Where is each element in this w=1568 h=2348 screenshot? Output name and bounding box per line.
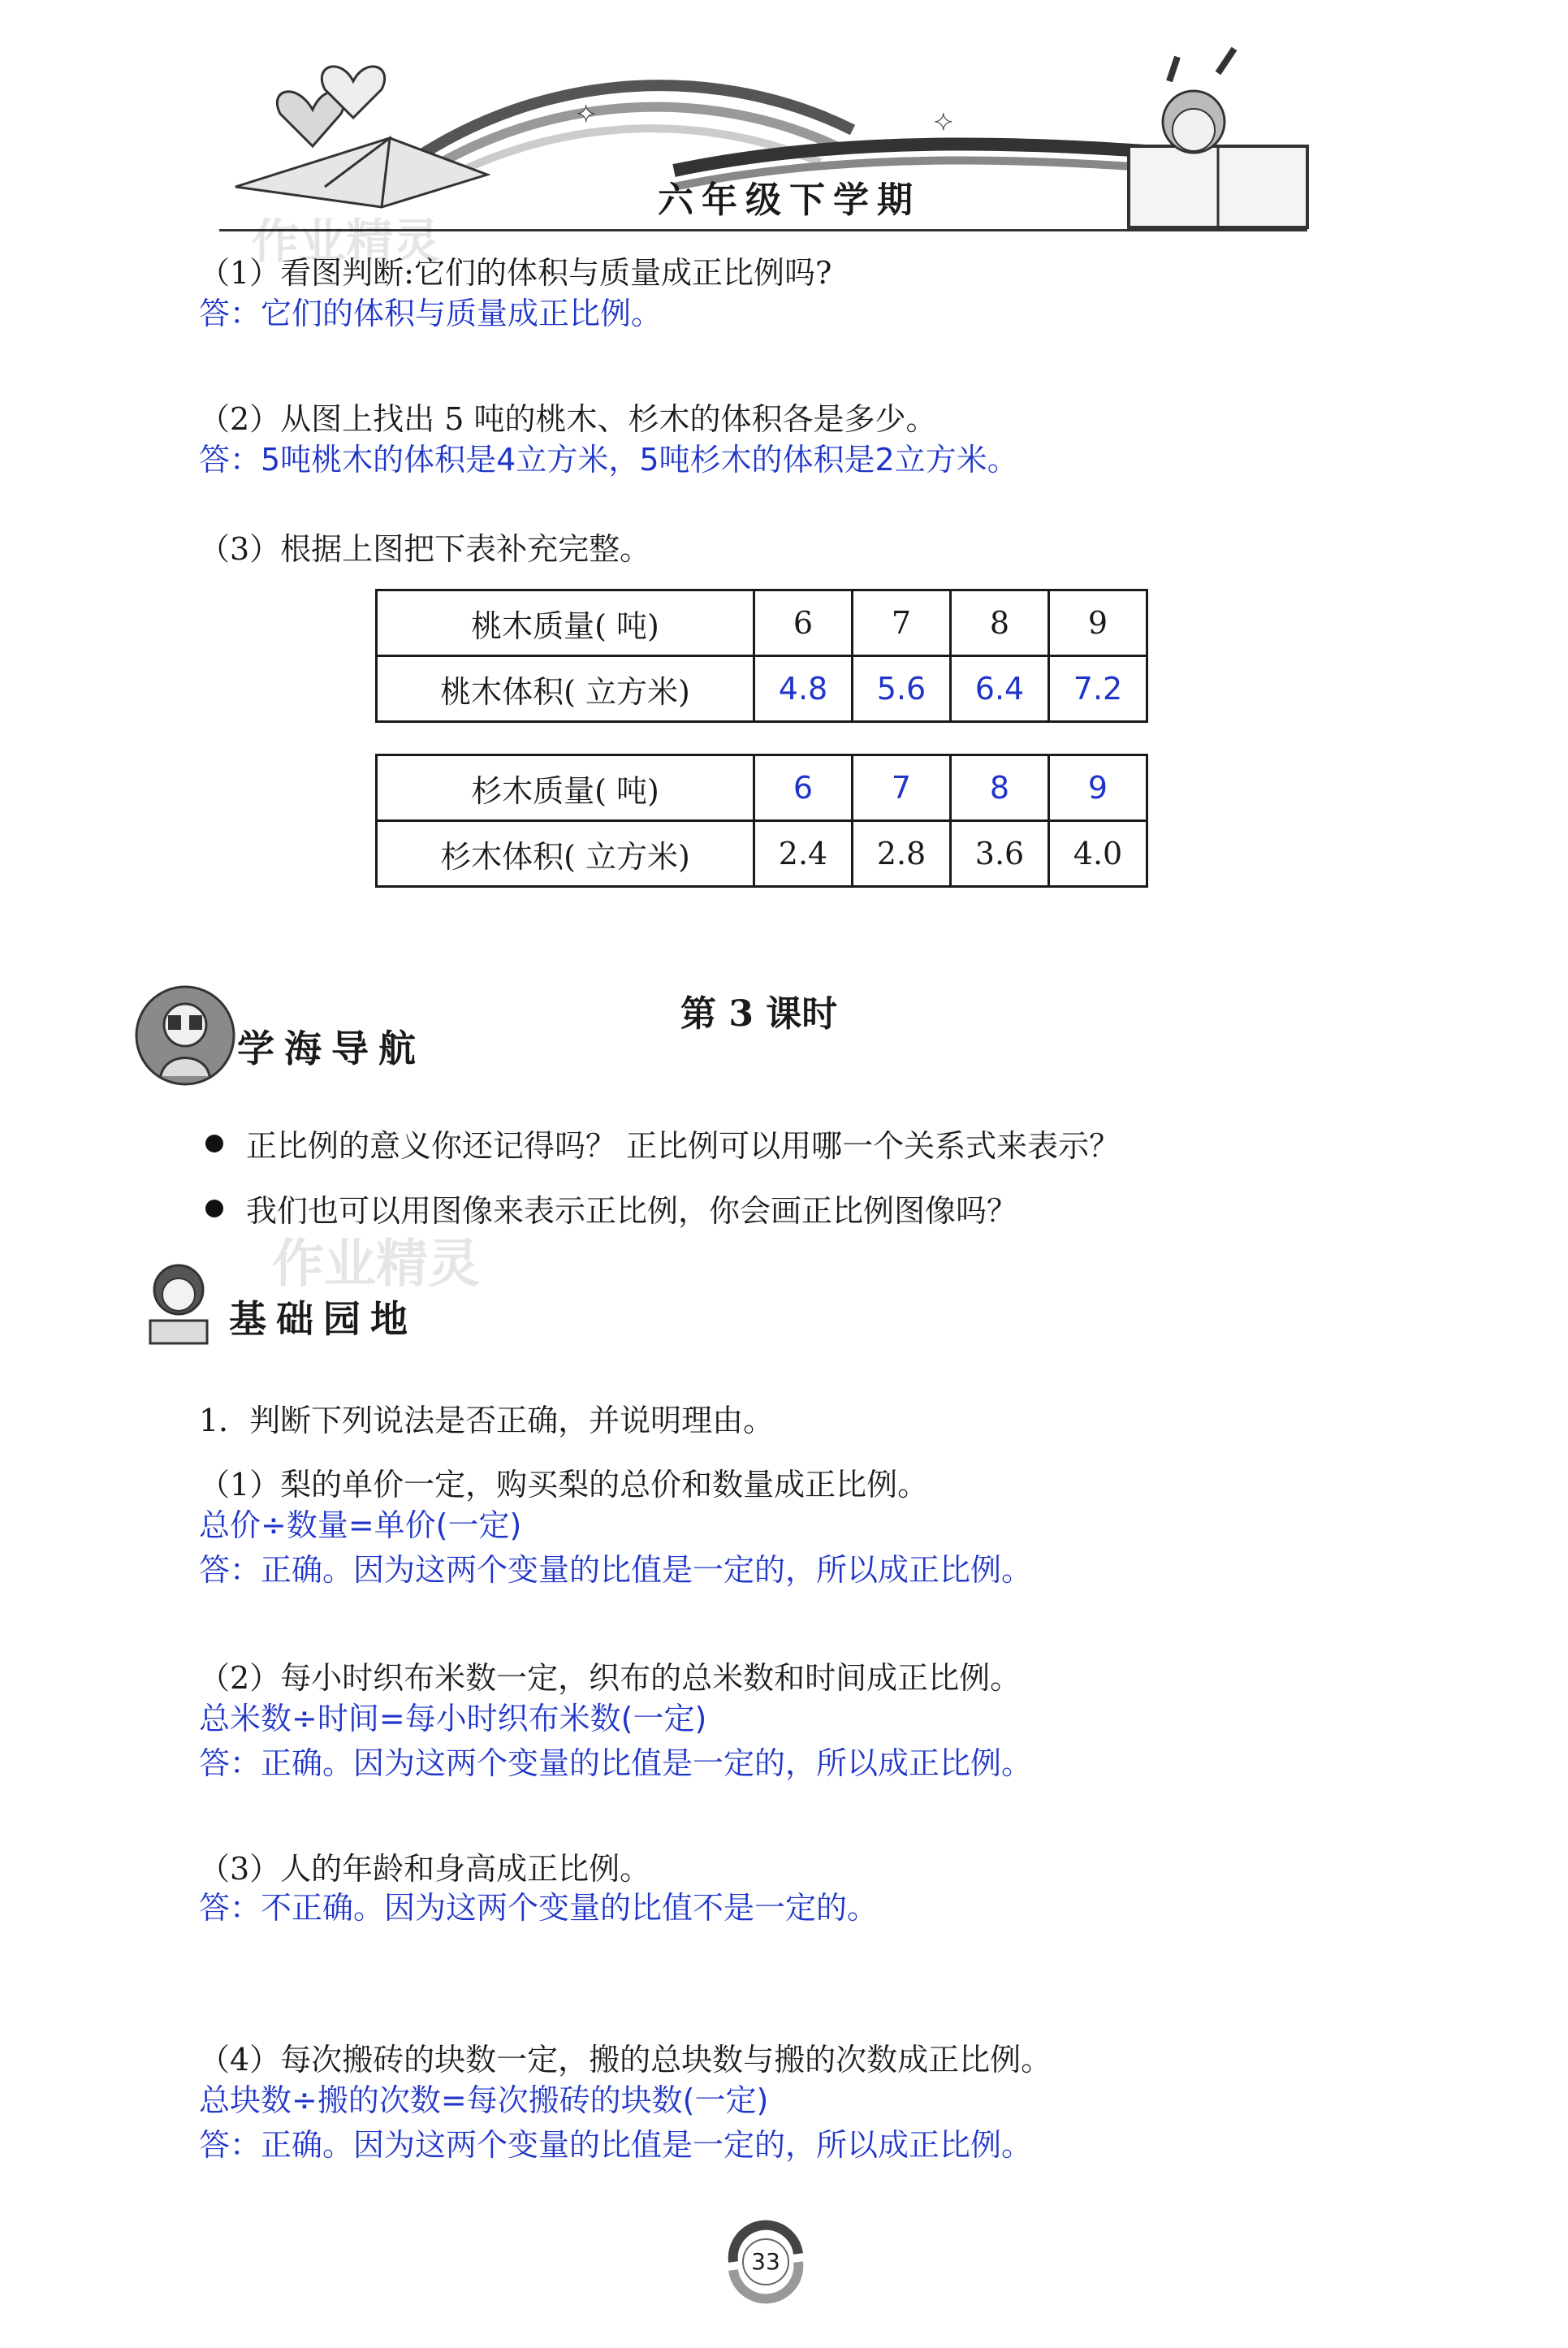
- table-fir: [375, 754, 1148, 888]
- table-cell-answer: 8: [951, 755, 1049, 821]
- paper-plane-icon: [235, 138, 487, 207]
- table-cell: 3.6: [951, 821, 1049, 887]
- table-row: [377, 821, 1147, 887]
- task-item-formula: 总块数÷搬的次数=每次搬砖的块数(一定): [199, 2082, 769, 2118]
- boy-with-binoculars-icon: [132, 983, 238, 1088]
- bullet-item: [205, 1121, 1120, 1165]
- task-item-formula: 总米数÷时间=每小时织布米数(一定): [199, 1701, 707, 1736]
- bullet-icon: [205, 1200, 223, 1217]
- page-number: 33: [751, 2248, 780, 2275]
- bullet-icon: [205, 1135, 223, 1152]
- table-cell-answer: 5.6: [853, 656, 951, 722]
- svg-text:✦: ✦: [577, 101, 596, 128]
- bullet-text: 正比例的意义你还记得吗？ 正比例可以用哪一个关系式来表示？: [246, 1128, 1121, 1164]
- table-cell: 7: [853, 590, 951, 656]
- girl-reading-icon: [1129, 49, 1307, 227]
- table-cell: 2.4: [754, 821, 853, 887]
- table-cell: 9: [1049, 590, 1147, 656]
- answer-1: 答：它们的体积与质量成正比例。: [199, 296, 663, 331]
- task-title: 1．判断下列说法是否正确，并说明理由。: [199, 1403, 775, 1438]
- table-row: [377, 755, 1147, 821]
- girl-writing-icon: [134, 1257, 223, 1347]
- table-row: [377, 656, 1147, 722]
- task-item-question: （4）每次搬砖的块数一定，搬的总块数与搬的次数成正比例。: [199, 2042, 1052, 2078]
- table-cell-answer: 9: [1049, 755, 1147, 821]
- question-2: （2）从图上找出 5 吨的桃木、杉木的体积各是多少。: [199, 401, 937, 437]
- table-cell-label: 桃木体积( 立方米): [377, 656, 754, 722]
- table-cell-answer: 7.2: [1049, 656, 1147, 722]
- table-cell-label: 桃木质量( 吨): [377, 590, 754, 656]
- section-title-guide: 学海导航: [237, 1027, 425, 1070]
- watermark: 作业精灵: [252, 214, 441, 269]
- table-cell-answer: 6: [754, 755, 853, 821]
- task-item-question: （3）人的年龄和身高成正比例。: [199, 1851, 651, 1887]
- lesson-title: 第 3 课时: [680, 993, 838, 1035]
- watermark: 作业精灵: [272, 1235, 480, 1295]
- table-cell-answer: 7: [853, 755, 951, 821]
- table-cell-answer: 6.4: [951, 656, 1049, 722]
- table-cell: 6: [754, 590, 853, 656]
- bullet-item: [205, 1186, 1017, 1230]
- question-1: （1）看图判断:它们的体积与质量成正比例吗?: [199, 255, 832, 291]
- task-item-question: （2）每小时织布米数一定，织布的总米数和时间成正比例。: [199, 1660, 1022, 1696]
- table-peach: [375, 589, 1148, 723]
- bullet-text: 我们也可以用图像来表示正比例，你会画正比例图像吗？: [246, 1193, 1018, 1229]
- task-item-answer: 答：正确。因为这两个变量的比值是一定的，所以成正比例。: [199, 2127, 1033, 2163]
- task-item-formula: 总价÷数量=单价(一定): [199, 1507, 522, 1543]
- answer-2: 答：5吨桃木的体积是4立方米，5吨杉木的体积是2立方米。: [199, 442, 1018, 478]
- table-cell-label: 杉木质量( 吨): [377, 755, 754, 821]
- section-title-basics: 基础园地: [229, 1297, 417, 1341]
- task-item-question: （1）梨的单价一定，购买梨的总价和数量成正比例。: [199, 1467, 929, 1503]
- table-cell-label: 杉木体积( 立方米): [377, 821, 754, 887]
- svg-text:✦: ✦: [934, 109, 953, 136]
- task-item-answer: 答：不正确。因为这两个变量的比值不是一定的。: [199, 1890, 879, 1926]
- task-item-answer: 答：正确。因为这两个变量的比值是一定的，所以成正比例。: [199, 1745, 1033, 1781]
- table-cell: 8: [951, 590, 1049, 656]
- question-3: （3）根据上图把下表补充完整。: [199, 531, 651, 567]
- table-cell: 4.0: [1049, 821, 1147, 887]
- table-row: [377, 590, 1147, 656]
- task-item-answer: 答：正确。因为这两个变量的比值是一定的，所以成正比例。: [199, 1552, 1033, 1588]
- header-title: 六年级下学期: [658, 179, 921, 221]
- table-cell-answer: 4.8: [754, 656, 853, 722]
- table-cell: 2.8: [853, 821, 951, 887]
